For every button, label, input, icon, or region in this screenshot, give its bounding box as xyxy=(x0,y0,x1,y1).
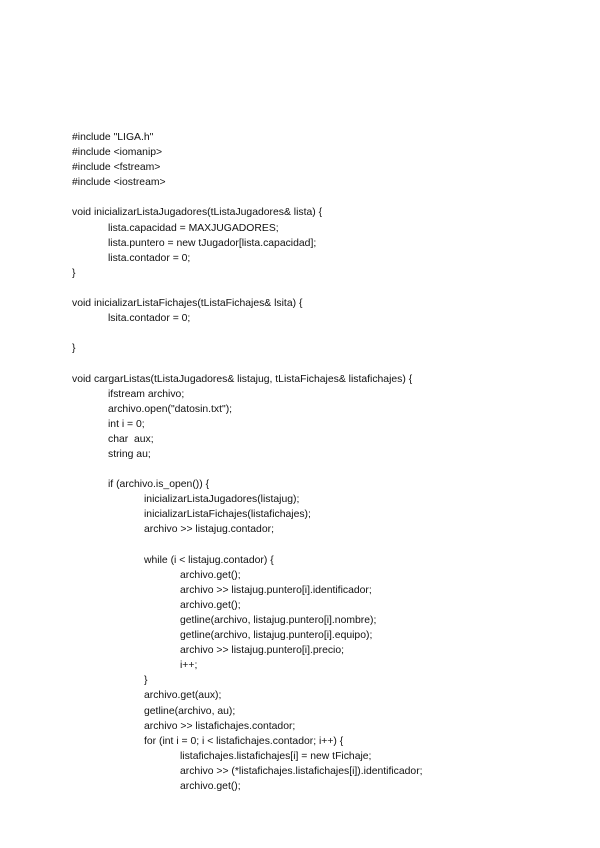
code-line xyxy=(72,281,592,296)
code-line: archivo >> listajug.puntero[i].precio; xyxy=(180,645,345,657)
code-line: ifstream archivo; xyxy=(108,388,185,400)
code-line: getline(archivo, listajug.puntero[i].nombre); xyxy=(180,615,377,626)
code-line: archivo.open("datosin.txt"); xyxy=(108,403,233,415)
code-line: void cargarListas(tListaJugadores& listajug, tListaFichajes& listafichajes) { xyxy=(72,373,413,385)
code-line: } xyxy=(144,675,148,687)
code-line: void inicializarListaFichajes(tListaFichajes& lsita) { xyxy=(72,298,303,310)
code-line: if (archivo.is_open()) { xyxy=(108,479,210,491)
code-line: inicializarListaFichajes(listafichajes); xyxy=(144,509,311,521)
code-line: #include "LIGA.h" xyxy=(72,132,154,143)
code-line: i++; xyxy=(180,660,198,672)
code-line: string au; xyxy=(108,448,151,460)
code-line: lista.puntero = new tJugador[lista.capacidad]; xyxy=(108,237,317,249)
code-line: archivo.get(aux); xyxy=(144,690,222,702)
code-line: archivo >> (*listafichajes.listafichajes[i]).identificador; xyxy=(180,765,423,777)
code-line: #include <iomanip> xyxy=(72,147,163,159)
code-line: archivo.get(); xyxy=(180,599,241,611)
code-line: archivo >> listafichajes.contador; xyxy=(144,720,296,732)
code-line: while (i < listajug.contador) { xyxy=(144,554,274,566)
code-line: for (int i = 0; i < listafichajes.contador; i++) { xyxy=(144,735,344,747)
code-line: char aux; xyxy=(108,433,154,445)
code-line: lsita.contador = 0; xyxy=(108,313,191,325)
code-line xyxy=(72,538,592,553)
code-listing xyxy=(72,130,592,794)
code-line xyxy=(72,190,592,205)
code-line: inicializarListaJugadores(listajug); xyxy=(144,494,300,506)
code-line: #include <iostream> xyxy=(72,177,166,189)
code-line: listafichajes.listafichajes[i] = new tFichaje; xyxy=(180,750,372,762)
code-line: int i = 0; xyxy=(108,418,145,430)
code-line: lista.capacidad = MAXJUGADORES; xyxy=(108,222,279,234)
code-line: archivo >> listajug.contador; xyxy=(144,524,274,536)
code-line xyxy=(72,326,592,341)
code-line: archivo.get(); xyxy=(180,781,241,793)
code-line: lista.contador = 0; xyxy=(108,252,191,264)
code-line: } xyxy=(72,343,76,355)
code-line: getline(archivo, listajug.puntero[i].equipo); xyxy=(180,630,373,642)
code-line: archivo.get(); xyxy=(180,569,241,581)
code-line: } xyxy=(72,267,76,279)
code-line xyxy=(72,462,592,477)
code-line: archivo >> listajug.puntero[i].identificador; xyxy=(180,584,372,596)
code-line xyxy=(72,356,592,371)
code-line: void inicializarListaJugadores(tListaJugadores& lista) { xyxy=(72,207,323,219)
code-line: #include <fstream> xyxy=(72,162,161,174)
code-line: getline(archivo, au); xyxy=(144,705,236,717)
